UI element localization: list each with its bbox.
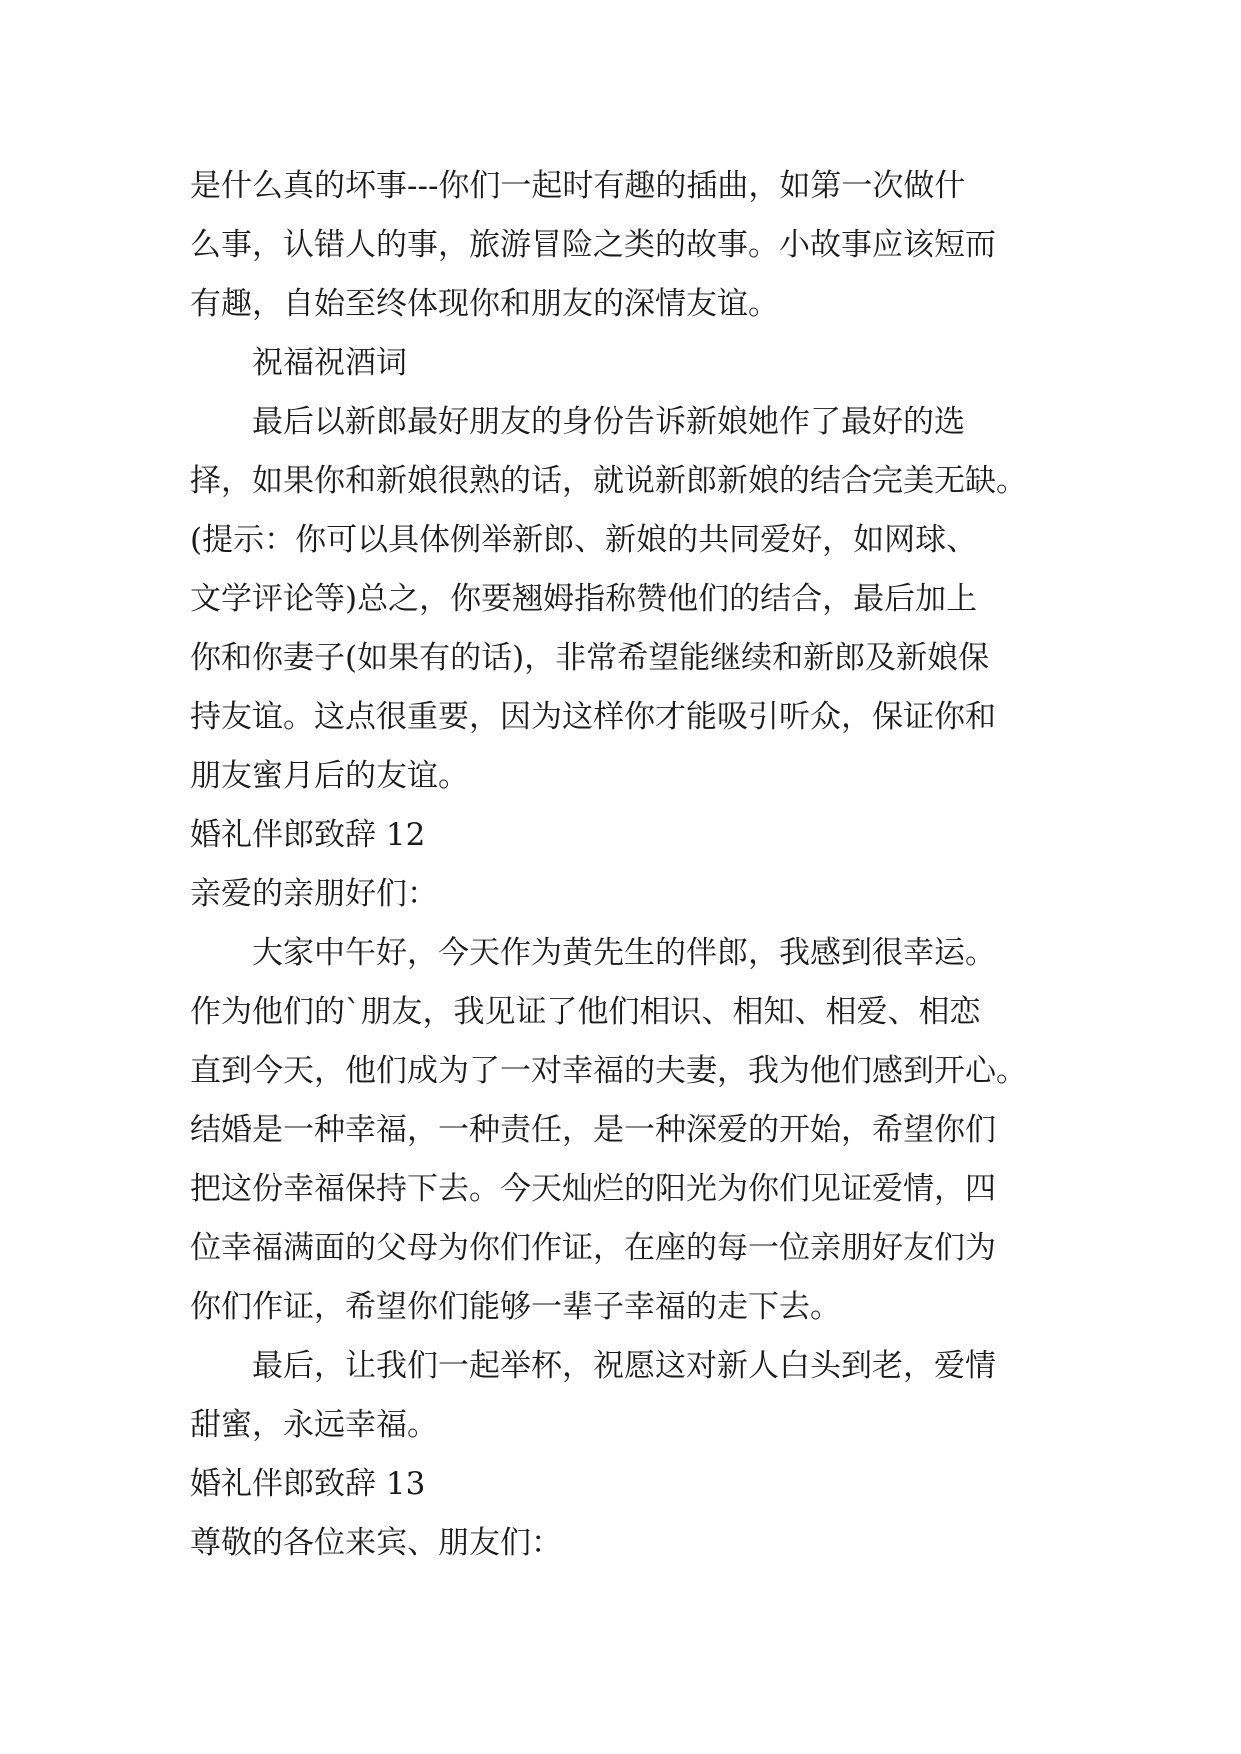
text-line: 你们作证，希望你们能够一辈子幸福的走下去。	[190, 1289, 841, 1325]
text-line: 朋友蜜月后的友谊。	[190, 758, 469, 794]
text-line: 作为他们的`朋友，我见证了他们相识、相知、相爱、相恋	[190, 994, 981, 1030]
section-title: 婚礼伴郎致辞 13	[190, 1466, 426, 1502]
text-line: 直到今天，他们成为了一对幸福的夫妻，我为他们感到开心。	[190, 1053, 1027, 1089]
text-line: 结婚是一种幸福，一种责任，是一种深爱的开始，希望你们	[190, 1112, 996, 1148]
text-line: 有趣，自始至终体现你和朋友的深情友谊。	[190, 286, 779, 322]
text-line: 最后，让我们一起举杯，祝愿这对新人白头到老，爱情	[252, 1348, 996, 1384]
text-line: 么事，认错人的事，旅游冒险之类的故事。小故事应该短而	[190, 227, 996, 263]
text-line: 甜蜜，永远幸福。	[190, 1407, 438, 1443]
text-line: 位幸福满面的父母为你们作证，在座的每一位亲朋好友们为	[190, 1230, 996, 1266]
text-line: 大家中午好，今天作为黄先生的伴郎，我感到很幸运。	[252, 935, 996, 971]
text-line: (提示：你可以具体例举新郎、新娘的共同爱好，如网球、	[190, 522, 978, 558]
section-title: 婚礼伴郎致辞 12	[190, 817, 426, 853]
text-line: 持友谊。这点很重要，因为这样你才能吸引听众，保证你和	[190, 699, 996, 735]
text-line: 把这份幸福保持下去。今天灿烂的阳光为你们见证爱情，四	[190, 1171, 996, 1207]
text-line: 文学评论等)总之，你要翘姆指称赞他们的结合，最后加上	[190, 581, 978, 617]
section-heading: 祝福祝酒词	[252, 345, 407, 381]
text-line: 你和你妻子(如果有的话)，非常希望能继续和新郎及新娘保	[190, 640, 990, 676]
text-line: 最后以新郎最好朋友的身份告诉新娘她作了最好的选	[252, 404, 965, 440]
text-line: 是什么真的坏事---你们一起时有趣的插曲，如第一次做什	[190, 168, 966, 204]
salutation: 亲爱的亲朋好们：	[190, 876, 438, 912]
salutation: 尊敬的各位来宾、朋友们：	[190, 1525, 562, 1561]
text-line: 择，如果你和新娘很熟的话，就说新郎新娘的结合完美无缺。	[190, 463, 1027, 499]
